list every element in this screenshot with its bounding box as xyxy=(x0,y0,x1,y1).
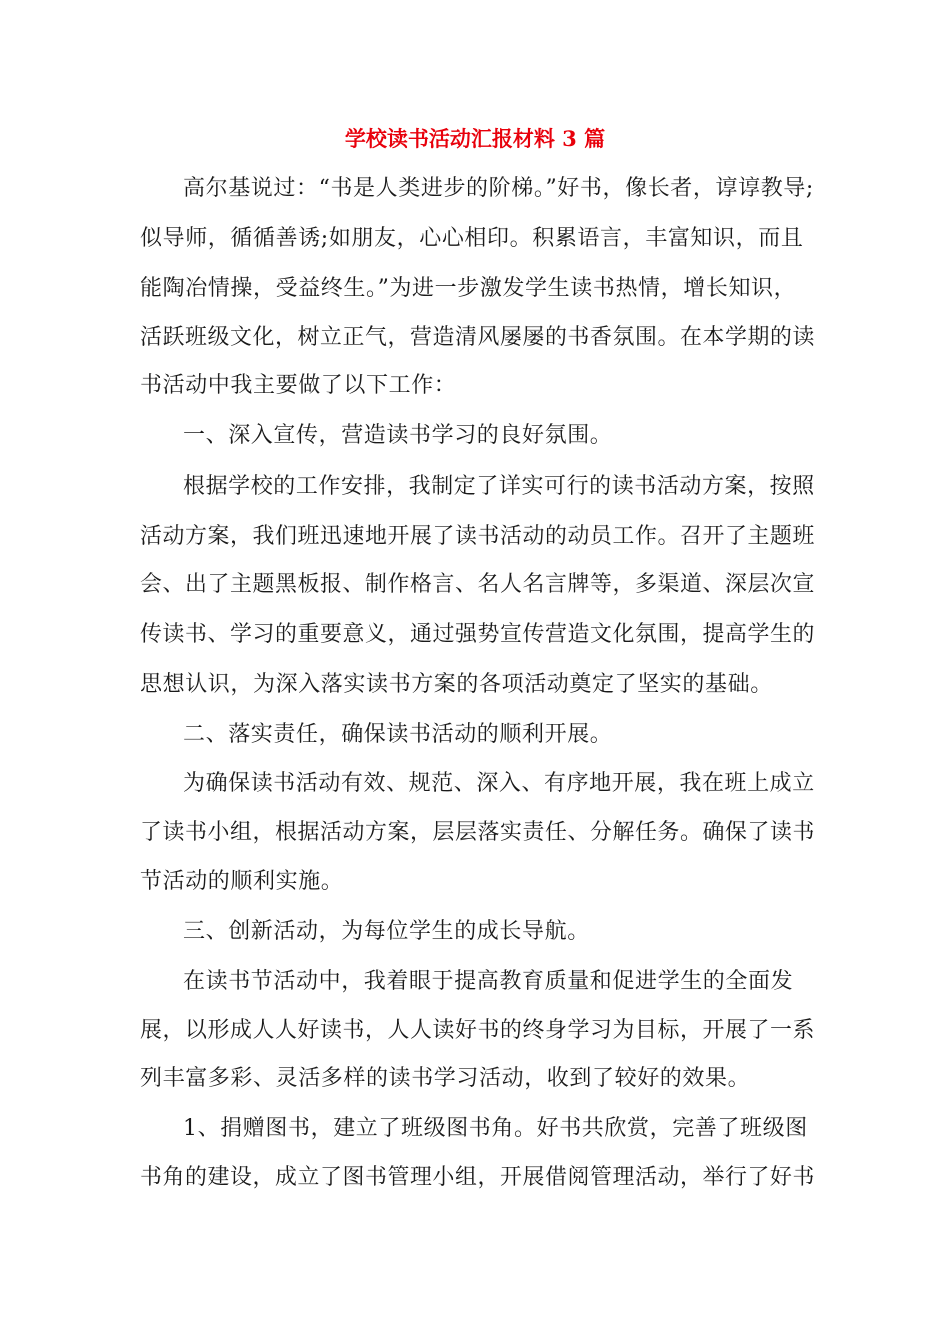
section-heading: 二、落实责任，确保读书活动的顺利开展。 xyxy=(183,722,613,747)
text-line: 节活动的顺利实施。 xyxy=(140,869,344,894)
section-heading: 三、创新活动，为每位学生的成长导航。 xyxy=(183,919,590,944)
text-line: 在读书节活动中，我着眼于提高教育质量和促进学生的全面发 xyxy=(183,969,794,994)
text-line: 了读书小组，根据活动方案，层层落实责任、分解任务。确保了读书 xyxy=(140,820,816,845)
text-line: 思想认识，为深入落实读书方案的各项活动奠定了坚实的基础。 xyxy=(140,672,773,697)
text-line: 根据学校的工作安排，我制定了详实可行的读书活动方案，按照 xyxy=(183,474,815,499)
text-line: 活动方案，我们班迅速地开展了读书活动的动员工作。召开了主题班 xyxy=(140,524,816,549)
text-line: 高尔基说过：“书是人类进步的阶梯。”好书，像长者，谆谆教导; xyxy=(183,176,814,201)
text-line: 能陶冶情操，受益终生。”为进一步激发学生读书热情，增长知识， xyxy=(140,276,797,301)
text-line: 书活动中我主要做了以下工作： xyxy=(140,373,457,398)
text-line: 列丰富多彩、灵活多样的读书学习活动，收到了较好的效果。 xyxy=(140,1066,751,1091)
text-line: 活跃班级文化，树立正气，营造清风屡屡的书香氛围。在本学期的读 xyxy=(140,325,816,350)
text-line: 传读书、学习的重要意义，通过强势宣传营造文化氛围，提高学生的 xyxy=(140,622,816,647)
text-line: 似导师，循循善诱;如朋友，心心相印。积累语言，丰富知识，而且 xyxy=(140,226,804,251)
text-line: 书角的建设，成立了图书管理小组，开展借阅管理活动，举行了好书 xyxy=(140,1165,816,1190)
text-line: 1、捐赠图书，建立了班级图书角。好书共欣赏，完善了班级图 xyxy=(183,1116,808,1141)
section-heading: 一、深入宣传，营造读书学习的良好氛围。 xyxy=(183,423,613,448)
text-line: 为确保读书活动有效、规范、深入、有序地开展，我在班上成立 xyxy=(183,771,815,796)
text-line: 展，以形成人人好读书，人人读好书的终身学习为目标，开展了一系 xyxy=(140,1018,816,1043)
document-title: 学校读书活动汇报材料 3 篇 xyxy=(344,126,606,151)
text-line: 会、出了主题黑板报、制作格言、名人名言牌等，多渠道、深层次宣 xyxy=(140,572,816,597)
